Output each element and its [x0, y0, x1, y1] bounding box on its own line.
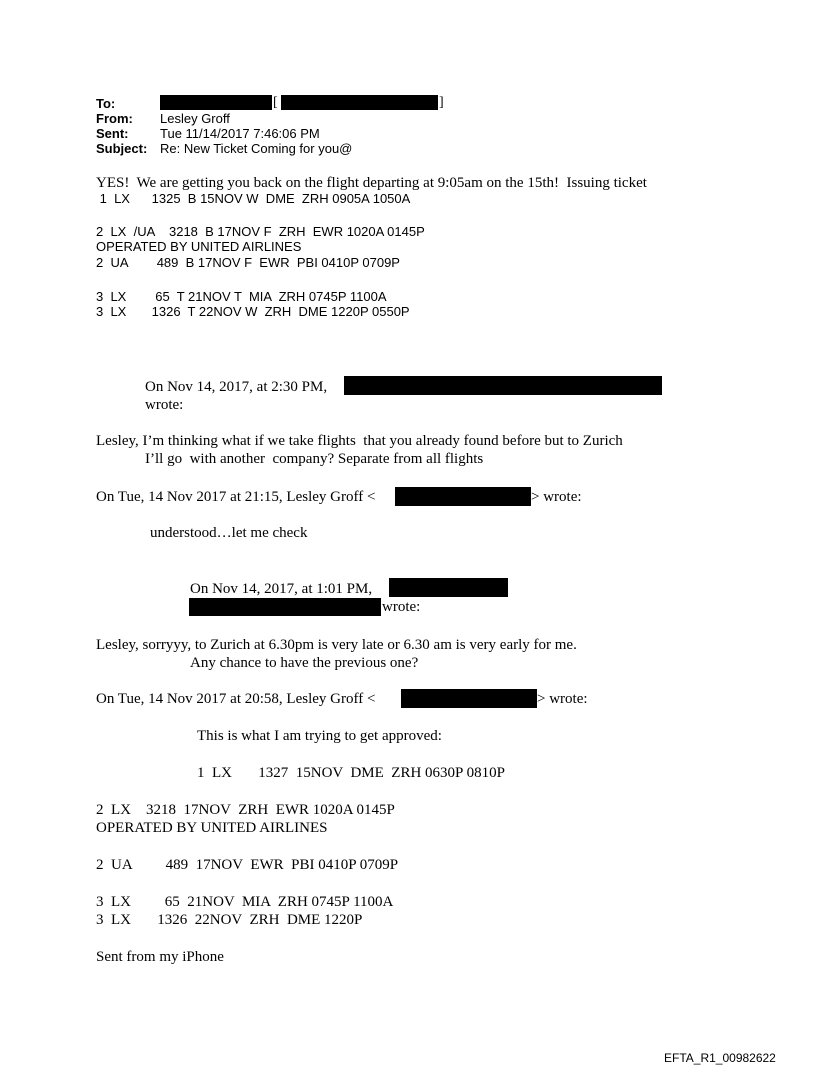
quote-wrote: wrote: [382, 599, 421, 615]
redaction-block [344, 376, 662, 395]
bates-number: EFTA_R1_00982622 [664, 1051, 776, 1065]
quote-body: Any chance to have the previous one? [190, 655, 419, 671]
redaction-block [395, 487, 531, 506]
quote-body: Lesley, I’m thinking what if we take flights that you already found before but to Zurich [96, 433, 623, 449]
itinerary-line: 2 LX /UA 3218 B 17NOV F ZRH EWR 1020A 0145P [96, 224, 425, 239]
itinerary-line: 2 UA 489 B 17NOV F EWR PBI 0410P 0709P [96, 255, 400, 270]
subject-label: Subject: [96, 141, 148, 156]
quote-attribution: On Tue, 14 Nov 2017 at 21:15, Lesley Groff < [96, 489, 376, 505]
itinerary-line: 1 LX 1325 B 15NOV W DME ZRH 0905A 1050A [96, 191, 411, 206]
quote-attribution: On Nov 14, 2017, at 2:30 PM, [145, 379, 328, 395]
itinerary-line: 3 LX 1326 22NOV ZRH DME 1220P [96, 912, 363, 928]
itinerary-line: OPERATED BY UNITED AIRLINES [96, 820, 328, 836]
sent-label: Sent: [96, 126, 129, 141]
itinerary-line: 1 LX 1327 15NOV DME ZRH 0630P 0810P [197, 765, 505, 781]
itinerary-line: 2 UA 489 17NOV EWR PBI 0410P 0709P [96, 857, 399, 873]
redaction-block [389, 578, 508, 597]
quote-body: I’ll go with another company? Separate from all flights [145, 451, 484, 467]
quote-attribution: On Nov 14, 2017, at 1:01 PM, [190, 581, 373, 597]
itinerary-line: 3 LX 65 21NOV MIA ZRH 0745P 1100A [96, 894, 394, 910]
redaction-block [401, 689, 537, 708]
quote-body: Lesley, sorryyy, to Zurich at 6.30pm is very late or 6.30 am is very early for me. [96, 637, 577, 653]
sent-value: Tue 11/14/2017 7:46:06 PM [160, 126, 320, 141]
from-label: From: [96, 111, 133, 126]
quote-body: understood…let me check [150, 525, 308, 541]
to-label: To: [96, 96, 116, 111]
redaction-block [281, 95, 438, 110]
itinerary-line: OPERATED BY UNITED AIRLINES [96, 239, 302, 254]
bracket-open: [ [273, 95, 278, 110]
quote-attribution: On Tue, 14 Nov 2017 at 20:58, Lesley Groff < [96, 691, 376, 707]
redaction-block [160, 95, 272, 110]
quote-body: This is what I am trying to get approved: [197, 728, 442, 744]
signature: Sent from my iPhone [96, 949, 224, 965]
subject-value: Re: New Ticket Coming for you@ [160, 141, 353, 156]
from-value: Lesley Groff [160, 111, 230, 126]
redaction-block [189, 598, 381, 616]
quote-wrote: wrote: [145, 397, 184, 413]
reply-intro: YES! We are getting you back on the flight departing at 9:05am on the 15th! Issuing ticket [96, 175, 647, 191]
itinerary-line: 2 LX 3218 17NOV ZRH EWR 1020A 0145P [96, 802, 395, 818]
bracket-close: ] [439, 95, 444, 110]
quote-attribution-end: > wrote: [531, 489, 582, 505]
itinerary-line: 3 LX 1326 T 22NOV W ZRH DME 1220P 0550P [96, 304, 410, 319]
itinerary-line: 3 LX 65 T 21NOV T MIA ZRH 0745P 1100A [96, 289, 387, 304]
quote-attribution-end: > wrote: [537, 691, 588, 707]
